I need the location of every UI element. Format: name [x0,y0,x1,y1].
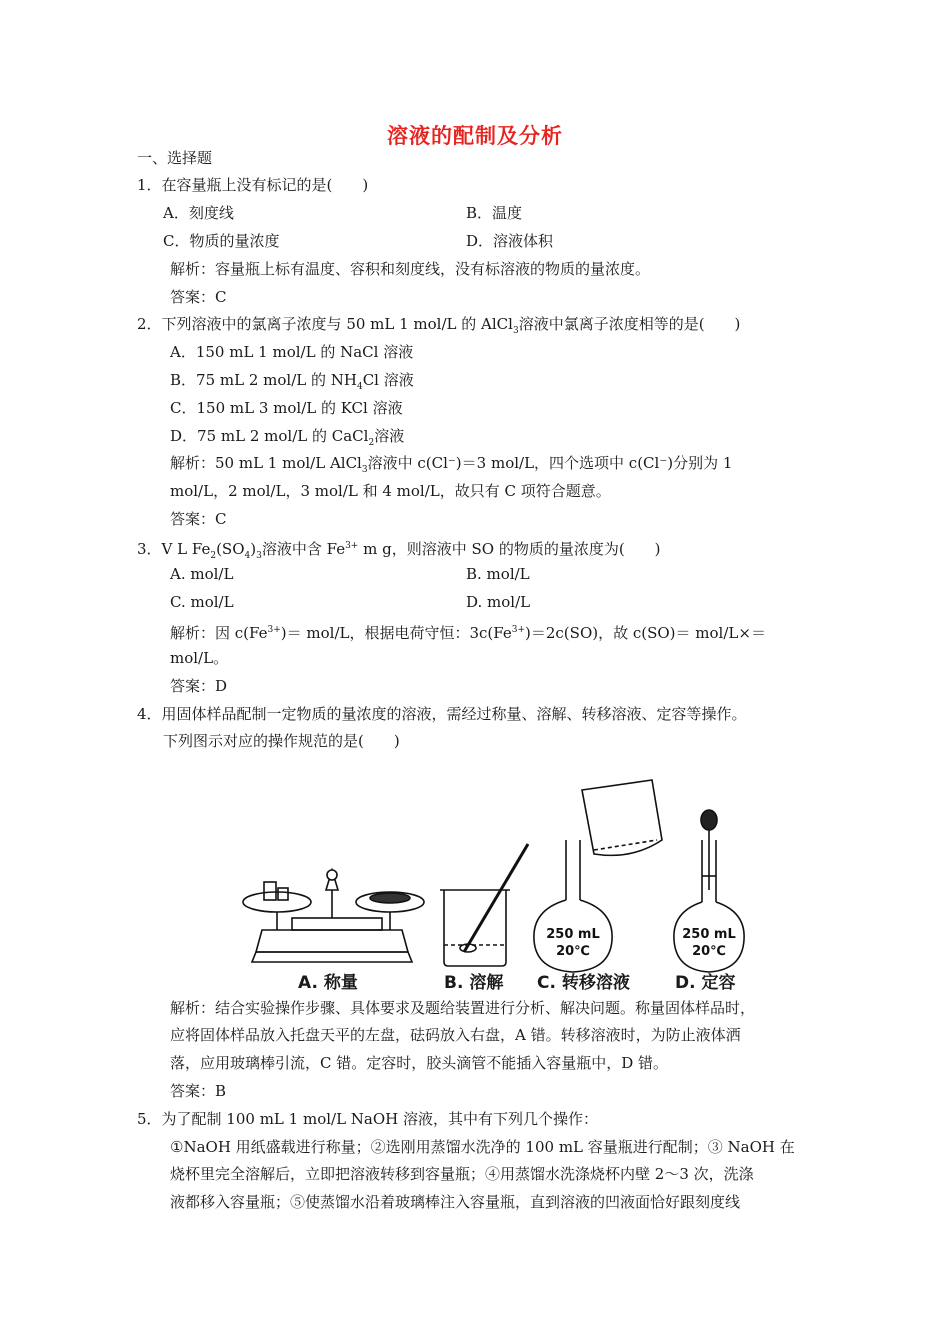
flask-c-volume-label: 250 mL [546,927,600,942]
page-title: 溶液的配制及分析 [387,123,563,148]
flask-c-temp-label: 20℃ [556,944,590,959]
q5-stem: 5．为了配制 100 mL 1 mol/L NaOH 溶液，其中有下列几个操作： [137,1110,599,1128]
caption-d: D. 定容 [675,973,736,993]
q2-answer: 答案：C [170,510,227,528]
q3-answer: 答案：D [170,677,228,695]
q1-option-b: B．温度 [466,204,523,222]
q3-analysis-line2: mol/L。 [170,649,229,667]
q1-option-d: D．溶液体积 [466,232,554,250]
caption-c: C. 转移溶液 [537,973,630,993]
q3-option-a: A. mol/L [170,565,234,583]
beaker-illustration [440,844,528,966]
flask-d-volume-label: 250 mL [682,927,736,942]
q2-option-a: A．150 mL 1 mol/L 的 NaCl 溶液 [170,343,414,361]
q3-option-c: C. mol/L [170,593,234,611]
q5-line1: ①NaOH 用纸盛载进行称量；②选刚用蒸馏水洗净的 100 mL 容量瓶进行配制；③ NaOH 在 [170,1138,795,1156]
q3-option-b: B. mol/L [466,565,530,583]
q3-analysis-line1: 解析：因 $c(Fe^{3+})= mol/L$，根据电荷守恒：$3c(Fe^{3+})=2c(SO)$，故 c(SO)＝ mol/L×＝ [170,624,766,642]
caption-b: B. 溶解 [444,973,504,993]
q1-analysis: 解析：容量瓶上标有温度、容积和刻度线，没有标溶液的物质的量浓度。 [170,260,651,278]
q5-line3: 液都移入容量瓶；⑤使蒸馏水沿着玻璃棒注入容量瓶，直到溶液的凹液面恰好跟刻度线 [170,1193,741,1211]
q2-analysis-line2: mol/L，2 mol/L，3 mol/L 和 4 mol/L，故只有 C 项符合题意。 [170,482,611,500]
q1-stem: 1．在容量瓶上没有标记的是( ) [137,176,369,194]
q2-stem: 2．下列溶液中的氯离子浓度与 50 mL 1 mol/L 的 AlCl$_3$溶液中氯离子浓度相等的是( ) [137,315,741,336]
flask-d-temp-label: 20℃ [692,944,726,959]
q4-analysis-line3: 落，应用玻璃棒引流，C 错。定容时，胶头滴管不能插入容量瓶中，D 错。 [170,1054,669,1072]
q4-stem-line2: 下列图示对应的操作规范的是( ) [163,732,400,750]
caption-a: A. 称量 [298,973,358,993]
q4-analysis-line2: 应将固体样品放入托盘天平的左盘，砝码放入右盘，A 错。转移溶液时，为防止液体洒 [170,1026,741,1044]
q4-stem-line1: 4．用固体样品配制一定物质的量浓度的溶液，需经过称量、溶解、转移溶液、定容等操作。 [137,705,747,723]
q2-option-b: B．75 mL 2 mol/L 的 $NH_4Cl$ 溶液 [170,371,414,392]
q1-option-c: C．物质的量浓度 [163,232,280,250]
q1-option-a: A．刻度线 [163,204,234,222]
q4-analysis-line1: 解析：结合实验操作步骤、具体要求及题给装置进行分析、解决问题。称量固体样品时， [170,999,756,1017]
q3-stem: 3．V L $Fe_2(SO_4)_3$溶液中含 $Fe^{3+}$ m g，则溶液中 SO 的物质的量浓度为( ) [137,540,661,561]
apparatus-figure [232,760,772,1000]
q5-line2: 烧杯里完全溶解后，立即把溶液转移到容量瓶；④用蒸馏水洗涤烧杯内壁 2～3 次，洗涤 [170,1165,754,1183]
q3-option-d: D. mol/L [466,593,531,611]
flask-c-illustration [534,780,662,972]
q2-analysis-line1: 解析：50 mL 1 mol/L AlCl$_3$溶液中 c(Cl⁻)＝3 mol/L，四个选项中 c(Cl⁻)分别为 1 [170,454,733,475]
q4-answer: 答案：B [170,1082,227,1100]
balance-illustration [243,870,424,962]
section-heading: 一、选择题 [137,149,213,167]
q2-option-c: C．150 mL 3 mol/L 的 KCl 溶液 [170,399,403,417]
q1-answer: 答案：C [170,288,227,306]
q2-option-d: D．75 mL 2 mol/L 的 CaCl$_2$溶液 [170,427,405,448]
